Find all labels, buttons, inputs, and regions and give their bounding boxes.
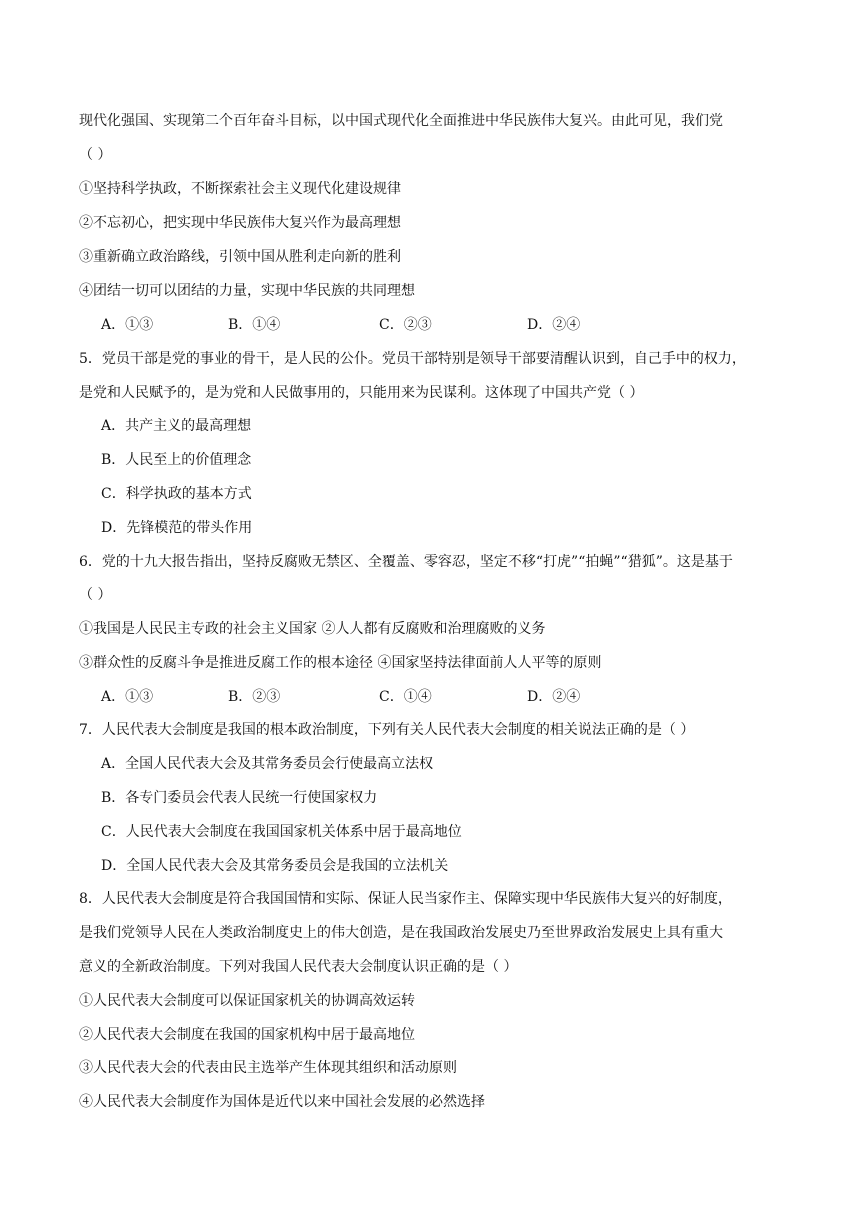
q8-stem-line-1: 8．人民代表大会制度是符合我国国情和实际、保证人民当家作主、保障实现中华民族伟大复兴的好制度， bbox=[79, 891, 732, 907]
q6-options bbox=[101, 687, 801, 707]
q6-statements-line-1: ①我国是人民民主专政的社会主义国家 ②人人都有反腐败和治理腐败的义务 bbox=[79, 621, 546, 637]
q4-stem-continued: 现代化强国、实现第二个百年奋斗目标，以中国式现代化全面推进中华民族伟大复兴。由此可见，我们党 bbox=[79, 113, 723, 129]
q4-options bbox=[101, 315, 801, 335]
q6-stem: 6．党的十九大报告指出，坚持反腐败无禁区、全覆盖、零容忍，坚定不移“打虎”“拍蝇”“猎狐”。这是基于 bbox=[79, 554, 733, 570]
q8-statement-1: ①人民代表大会制度可以保证国家机关的协调高效运转 bbox=[79, 993, 415, 1009]
q5-option-b: B．人民至上的价值理念 bbox=[101, 452, 252, 468]
q5-option-a: A．共产主义的最高理想 bbox=[101, 418, 252, 434]
q7-option-d: D．全国人民代表大会及其常务委员会是我国的立法机关 bbox=[101, 858, 449, 874]
q7-option-b: B．各专门委员会代表人民统一行使国家权力 bbox=[101, 790, 378, 806]
q4-option-c: C．②③ bbox=[379, 317, 432, 333]
q4-statement-3: ③重新确立政治路线，引领中国从胜利走向新的胜利 bbox=[79, 249, 401, 265]
q6-option-c: C．①④ bbox=[379, 689, 432, 705]
q8-stem-line-2: 是我们党领导人民在人类政治制度史上的伟大创造，是在我国政治发展史乃至世界政治发展史上具有重大 bbox=[79, 925, 723, 941]
q5-option-c: C．科学执政的基本方式 bbox=[101, 486, 252, 502]
q4-answer-paren: （ ） bbox=[79, 147, 112, 163]
q8-statement-4: ④人民代表大会制度作为国体是近代以来中国社会发展的必然选择 bbox=[79, 1094, 485, 1110]
q8-statement-2: ②人民代表大会制度在我国的国家机构中居于最高地位 bbox=[79, 1027, 415, 1043]
q8-stem-line-3: 意义的全新政治制度。下列对我国人民代表大会制度认识正确的是（ ） bbox=[79, 959, 518, 975]
q6-option-b: B．②③ bbox=[228, 689, 281, 705]
q7-stem: 7．人民代表大会制度是我国的根本政治制度，下列有关人民代表大会制度的相关说法正确的是（ ） bbox=[79, 722, 695, 738]
q7-option-c: C．人民代表大会制度在我国国家机关体系中居于最高地位 bbox=[101, 824, 462, 840]
q6-statements-line-2: ③群众性的反腐斗争是推进反腐工作的根本途径 ④国家坚持法律面前人人平等的原则 bbox=[79, 655, 602, 671]
q4-option-b: B．①④ bbox=[228, 317, 281, 333]
q4-statement-2: ②不忘初心，把实现中华民族伟大复兴作为最高理想 bbox=[79, 215, 401, 231]
q6-option-a: A．①③ bbox=[101, 689, 154, 705]
q4-statement-1: ①坚持科学执政，不断探索社会主义现代化建设规律 bbox=[79, 181, 401, 197]
q6-answer-paren: （ ） bbox=[79, 587, 112, 603]
q4-option-a: A．①③ bbox=[101, 317, 154, 333]
q4-option-d: D．②④ bbox=[527, 317, 581, 333]
q7-option-a: A．全国人民代表大会及其常务委员会行使最高立法权 bbox=[101, 756, 434, 772]
q6-option-d: D．②④ bbox=[527, 689, 581, 705]
q5-stem-line-2: 是党和人民赋予的，是为党和人民做事用的，只能用来为民谋利。这体现了中国共产党（ ） bbox=[79, 385, 644, 401]
q8-statement-3: ③人民代表大会的代表由民主选举产生体现其组织和活动原则 bbox=[79, 1060, 457, 1076]
q4-statement-4: ④团结一切可以团结的力量，实现中华民族的共同理想 bbox=[79, 283, 415, 299]
q5-stem-line-1: 5．党员干部是党的事业的骨干，是人民的公仆。党员干部特别是领导干部要清醒认识到，自己手中的权力， bbox=[79, 351, 746, 367]
q5-option-d: D．先锋模范的带头作用 bbox=[101, 520, 253, 536]
